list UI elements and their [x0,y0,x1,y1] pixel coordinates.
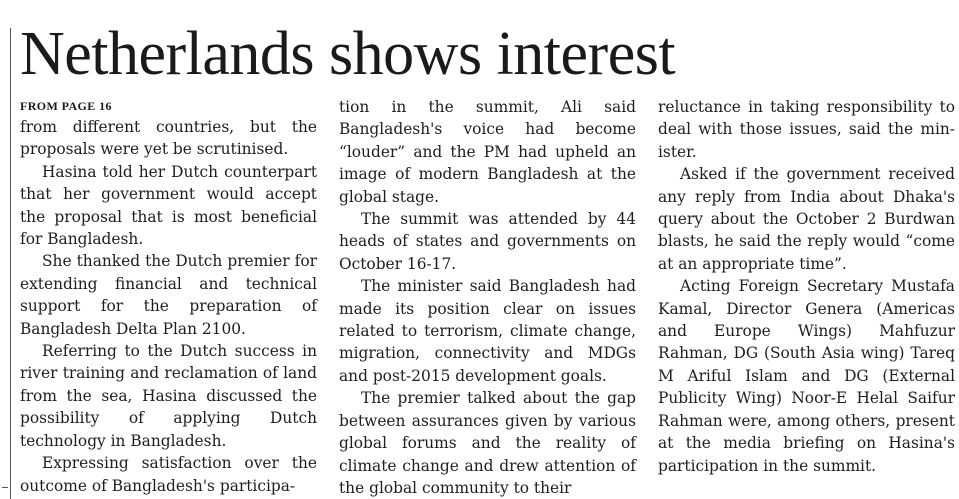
text-column-2 [339,96,636,499]
paragraph: The summit was attended by 44 heads of states and governments on October 16-17. [339,210,636,273]
jump-line-kicker: FROM PAGE 16 [20,99,112,113]
paragraph: from different countries, but the proposals were yet be scrutinised. [20,118,317,159]
paragraph: reluctance in taking responsibility to deal with those issues, said the minister. [658,98,955,161]
paragraph: The minister said Bangladesh had made its position clear on issues related to terrorism, climate change, migration, connectivity and MDGs and post-2015 development goals. [339,277,636,385]
paragraph: The premier talked about the gap between assurances given by various global forums and the reality of climate change and drew attention of the global community to their [339,389,636,497]
text-column-3 [658,96,955,477]
paragraph: Hasina told her Dutch counterpart that her government would accept the proposal that is most beneficial for Bangladesh. [20,162,317,249]
paragraph: Referring to the Dutch success in river training and reclamation of land from the sea, Hasina discussed the possibility of applying Dutch technology in Bangladesh. [20,342,317,450]
text-column-1 [20,116,317,497]
paragraph: She thanked the Dutch premier for extending financial and technical support for the preparation of Bangladesh Delta Plan 2100. [20,252,317,338]
paragraph: Acting Foreign Secretary Mustafa Kamal, Director Genera (Americas and Europe Wings) Mahfuzur Rahman, DG (South Asia wing) Tareq M Ariful Islam and DG (External Publicity Wing) Noor-E Helal Saifur Rahman were, among others, present at the media briefing on Hasina's participation in the summit. [658,277,955,475]
paragraph: Expressing satisfaction over the outcome of Bangladesh's participa- [20,454,317,495]
paragraph: tion in the summit, Ali said Bangladesh's voice had become “louder” and the PM had upheld an image of modern Bangladesh at the global stage. [339,98,636,206]
column-rule [10,28,11,499]
margin-tick-mark [2,487,8,488]
headline: Netherlands shows interest [20,20,676,88]
paragraph: Asked if the government received any reply from India about Dhaka's query about the October 2 Burdwan blasts, he said the reply would “come at an appropriate time”. [658,165,955,273]
